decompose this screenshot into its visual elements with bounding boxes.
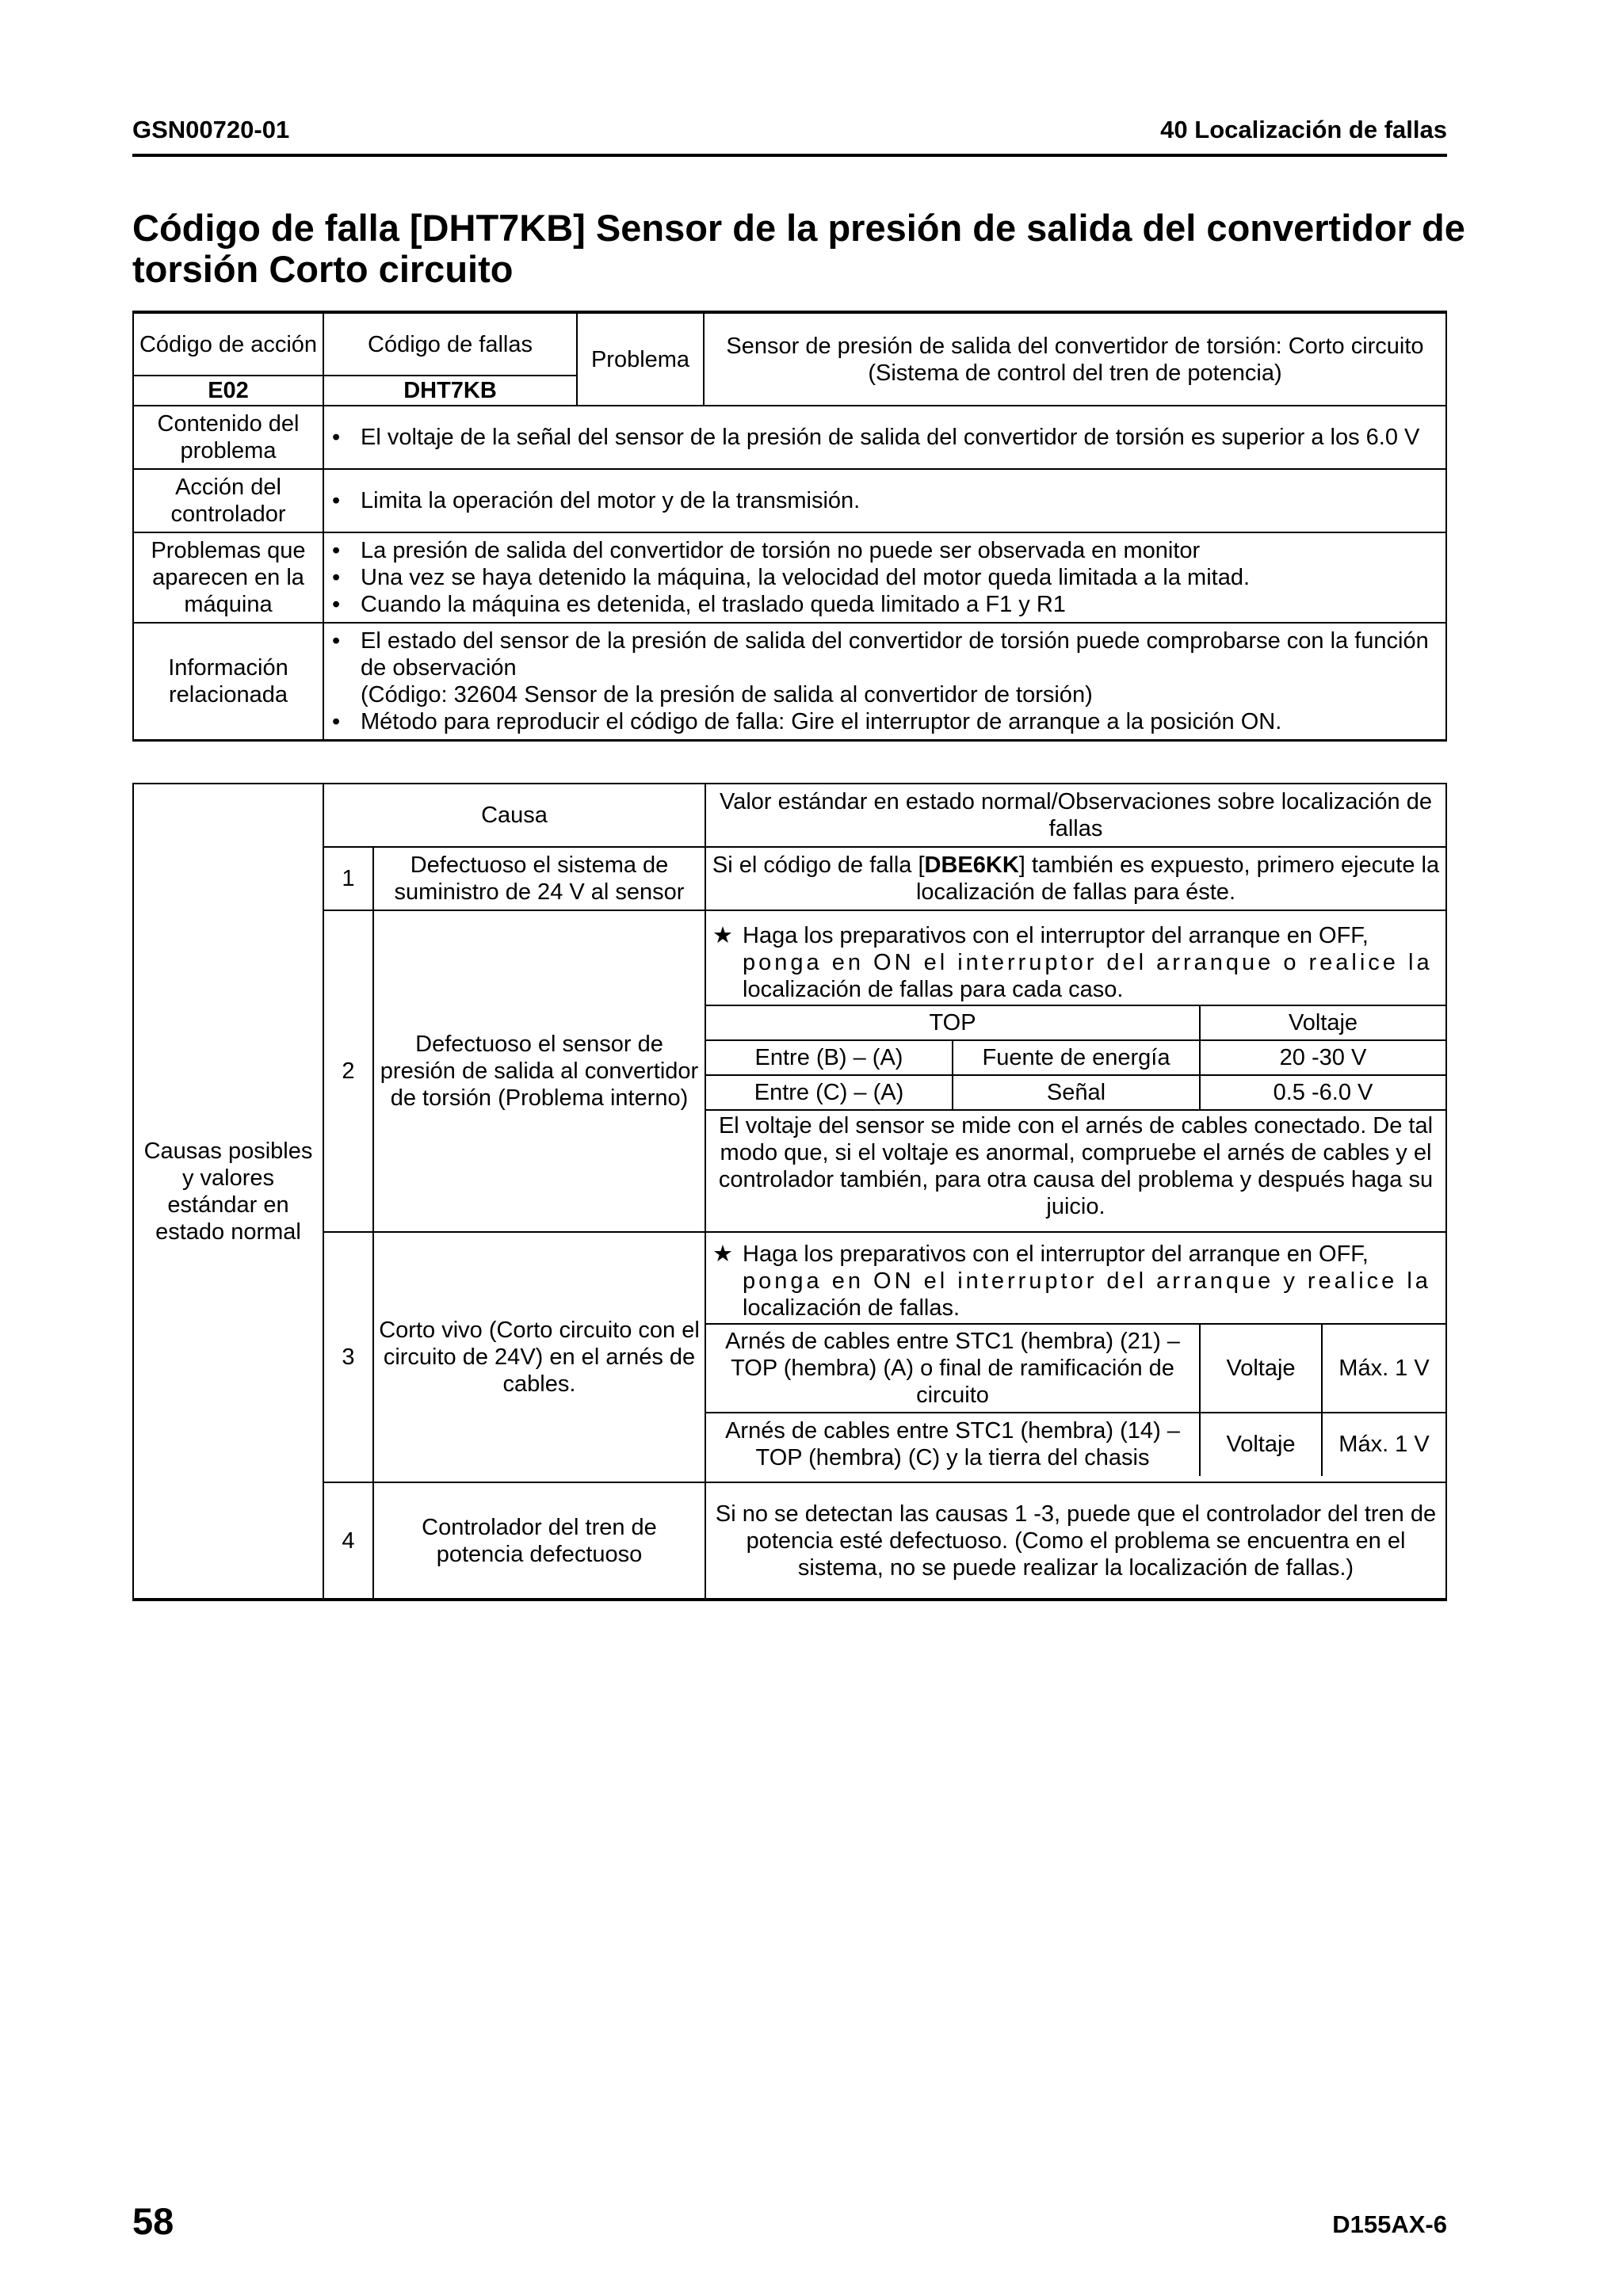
cause-1-text-post: ] también es expuesto, primero ejecute la localización de fallas para éste. (915, 852, 1440, 905)
causes-side-label: Causas posibles y valores estándar en estado normal (133, 784, 323, 1600)
cause-number: 3 (323, 1232, 373, 1482)
cause-3-prep (706, 1239, 1445, 1323)
list-item: • La presión de salida del convertidor de torsión no puede ser observada en monitor (329, 537, 1441, 564)
causes-table (132, 783, 1447, 1601)
cause-number: 1 (323, 847, 373, 910)
cause-2-value (705, 910, 1446, 1232)
row-content (323, 406, 1446, 469)
cause-4-value: Si no se detectan las causas 1 -3, puede que el controlador del tren de potencia esté defectuoso. (Como el problema se encuentra en el sistema, no se puede realizar la localización de fallas.) (705, 1482, 1446, 1600)
cause-1: Defectuoso el sistema de suministro de 24 V al sensor (373, 847, 705, 910)
table-cell: Señal (953, 1075, 1200, 1110)
action-code: E02 (133, 376, 323, 406)
doc-code: GSN00720-01 (132, 116, 290, 143)
list-item-text: El estado del sensor de la presión de salida del convertidor de torsión puede comprobarse con la función de observación (361, 627, 1429, 681)
list-item: • El voltaje de la señal del sensor de la presión de salida del convertidor de torsión es superior a los 6.0 V (329, 424, 1441, 451)
table-cell: Entre (C) – (A) (706, 1075, 953, 1110)
cause-4: Controlador del tren de potencia defectuoso (373, 1482, 705, 1600)
list-item: • Una vez se haya detenido la máquina, la velocidad del motor queda limitada a la mitad. (329, 564, 1441, 591)
list-item (329, 627, 1441, 708)
table-cell: Máx. 1 V (1322, 1324, 1445, 1413)
cause-2: Defectuoso el sensor de presión de salida al convertidor de torsión (Problema interno) (373, 910, 705, 1232)
prep-line-b: ponga en ON el interruptor del arranque y realice la (743, 1268, 1431, 1294)
harness-table (706, 1323, 1445, 1476)
action-code-label: Código de acción (133, 312, 323, 376)
related-failure-code: DBE6KK (924, 852, 1019, 878)
page-title: Código de falla [DHT7KB] Sensor de la presión de salida del convertidor de torsión Corto circuito (132, 207, 1465, 290)
cause-header: Causa (323, 784, 705, 847)
voltage-header: Voltaje (1200, 1005, 1445, 1040)
table-cell: Voltaje (1200, 1324, 1322, 1413)
problem-line-1: Sensor de presión de salida del convertidor de torsión: Corto circuito (726, 333, 1424, 359)
prep-line-a: Haga los preparativos con el interruptor del arranque en OFF, (743, 1241, 1369, 1267)
page-number: 58 (132, 2200, 174, 2242)
prep-line-c: localización de fallas para cada caso. (743, 977, 1124, 1002)
prep-line-b: ponga en ON el interruptor del arranque o realice la (743, 950, 1433, 975)
problem-description (704, 312, 1446, 406)
table-cell: Arnés de cables entre STC1 (hembra) (21) – TOP (hembra) (A) o final de ramificación de circuito (706, 1324, 1200, 1413)
list-item (711, 922, 1441, 1003)
voltage-table (706, 1005, 1445, 1111)
problem-label: Problema (577, 312, 704, 406)
cause-1-value (705, 847, 1446, 910)
prep-line-a: Haga los preparativos con el interruptor del arranque en OFF, (743, 923, 1369, 948)
section-title: 40 Localización de fallas (1160, 116, 1447, 143)
list-item (711, 1241, 1441, 1322)
cause-number: 4 (323, 1482, 373, 1600)
prep-line-c: localización de fallas. (743, 1295, 960, 1321)
table-cell: Fuente de energía (953, 1040, 1200, 1075)
list-item: • Método para reproducir el código de falla: Gire el interruptor de arranque a la posición ON. (329, 708, 1441, 735)
page-header (132, 111, 1447, 157)
value-header: Valor estándar en estado normal/Observaciones sobre localización de fallas (705, 784, 1446, 847)
table-cell: Voltaje (1200, 1413, 1322, 1476)
failure-info-table (132, 311, 1447, 742)
row-machine-problems (323, 532, 1446, 623)
table-cell: Arnés de cables entre STC1 (hembra) (14) – TOP (hembra) (C) y la tierra del chasis (706, 1413, 1200, 1476)
cause-number: 2 (323, 910, 373, 1232)
failure-code: DHT7KB (323, 376, 577, 406)
cause-3: Corto vivo (Corto circuito con el circuito de 24V) en el arnés de cables. (373, 1232, 705, 1482)
list-item: • Cuando la máquina es detenida, el traslado queda limitado a F1 y R1 (329, 591, 1441, 618)
row-controller-action (323, 469, 1446, 532)
row-label-machine-problems: Problemas que aparecen en la máquina (133, 532, 323, 623)
cause-3-value (705, 1232, 1446, 1482)
table-cell: 20 -30 V (1200, 1040, 1445, 1075)
cause-2-prep (706, 921, 1445, 1005)
row-related-info (323, 623, 1446, 740)
table-cell: 0.5 -6.0 V (1200, 1075, 1445, 1110)
table-cell: Entre (B) – (A) (706, 1040, 953, 1075)
failure-code-label: Código de fallas (323, 312, 577, 376)
row-label-related-info: Información relacionada (133, 623, 323, 740)
top-header: TOP (706, 1005, 1200, 1040)
model-code: D155AX-6 (1332, 2210, 1447, 2238)
list-item: • Limita la operación del motor y de la transmisión. (329, 487, 1441, 514)
cause-2-note: El voltaje del sensor se mide con el arnés de cables conectado. De tal modo que, si el voltaje es anormal, compruebe el arnés de cables y el controlador también, para otra causa del problema y después haga su juicio. (718, 1113, 1434, 1219)
problem-line-2: (Sistema de control del tren de potencia) (868, 360, 1282, 386)
row-label-controller-action: Acción del controlador (133, 469, 323, 532)
cause-1-text-pre: Si el código de falla [ (712, 852, 925, 878)
related-info-note: (Código: 32604 Sensor de la presión de salida al convertidor de torsión) (361, 681, 1093, 707)
table-cell: Máx. 1 V (1322, 1413, 1445, 1476)
row-label-content: Contenido del problema (133, 406, 323, 469)
